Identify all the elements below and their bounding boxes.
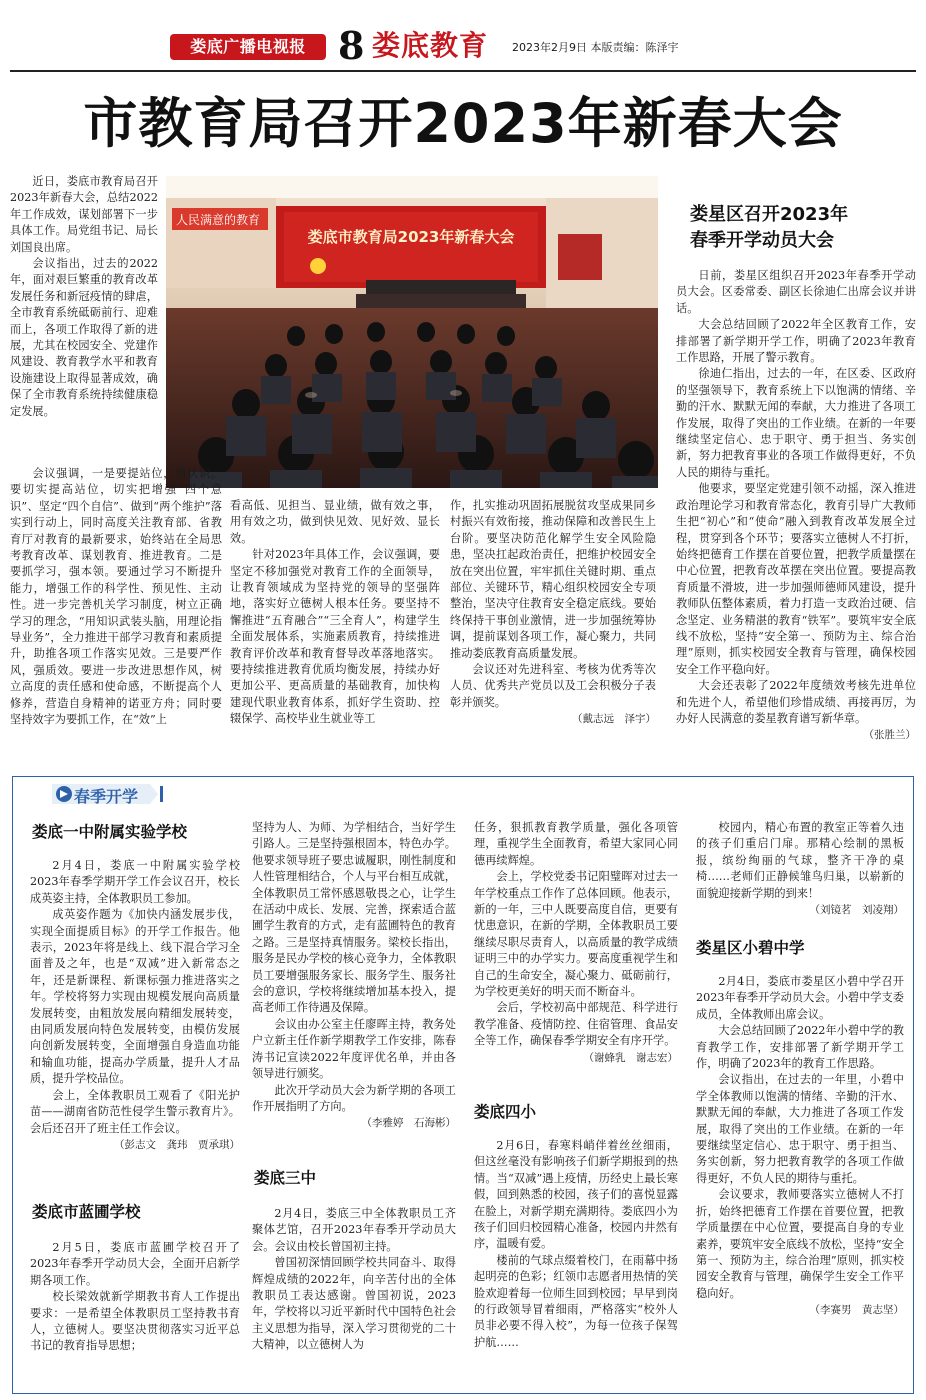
paragraph: 会议由办公室主任廖晖主持，教务处户立新主任作新学期教学工作安排，陈春涛书记宣读2022年度评优名单，并由各领导进行颁奖。	[252, 1017, 456, 1081]
yizhong-body	[30, 858, 240, 1153]
byline: （李赛男 黄志坚）	[809, 1304, 904, 1317]
meeting-photo	[166, 176, 658, 488]
paragraph: 2月4日，娄底三中全体教职员工齐聚体艺馆，召开2023年春季开学动员大会。会议由校长曾国初主持。	[252, 1207, 456, 1253]
paragraph: 校园内，精心布置的教室正等着久违的孩子们重启门扉。那精心绘制的黑板报，缤纷绚丽的气球，整齐干净的桌椅……老师们正静候雏鸟归巢，以崭新的面貌迎接新学期的到来！	[696, 821, 904, 900]
masthead-logo: 娄底广播电视报	[170, 34, 326, 60]
sizhong-body	[474, 1138, 678, 1351]
paragraph: 会议还对先进科室、考核为优秀等次人员、优秀共产党员以及工会积极分子表彰并颁奖。	[450, 663, 656, 709]
meeting-photo-illustration	[166, 176, 658, 488]
main-article-col2	[230, 498, 440, 728]
paragraph: 看高低、见担当、显业绩，做有效之事，用有效之功，做到快见效、见好效、显长效。	[230, 499, 440, 545]
xiaobi-body	[696, 974, 904, 1318]
byline: （李雅婷 石海彬）	[361, 1117, 456, 1130]
paragraph: 会议指出，过去的2022年，面对艰巨繁重的教育改革发展任务和新冠疫情的肆虐，全市教育系统砥砺前行、迎难而上，各项工作取得了新的进展，尤其在校园安全、党建作风建设、教育教学水平和教育设施建设上取得显著成效，确保了全市教育系统持续健康稳定发展。	[10, 257, 158, 418]
paragraph: 会上，学校党委书记阳璧晖对过去一年学校重点工作作了总体回顾。他表示，新的一年，三中人既要高度自信，更要有忧患意识，在新的学期，全体教职员工要继续尽职尽责育人，以高质量的教学成绩证明三中的办学实力。要高度重视学生和自己的生命安全，凝心聚力、砥砺前行，为学校更美好的明天而不断奋斗。	[474, 870, 678, 999]
paragraph: 成英姿作题为《加快内涵发展步伐，实现全面提质目标》的开学工作报告。他表示，2023年将是线上、线下混合学习全面普及之年，也是“双减”进入新常态之年，还是新课程、新课标强力推进落实之年。学校将努力实现由规模发展向高质量发展转变，由粗放发展向精细发展转变，由同质发展向特色发展转变，由模仿发展向创新发展转变，全面增强自身造血功能和输血功能，提高办学质量，提升人才品质，提升学校品位。	[30, 908, 240, 1086]
paragraph: 徐迪仁指出，过去的一年，在区委、区政府的坚强领导下，教育系统上下以饱满的情绪、辛勤的汗水、默默无闻的奉献，大力推进了各项工作发展，取得了突出的工作业绩。在新的一年要继续坚定信心、忠于职守、勇于担当、务实创新，努力把教育事业的各项工作做得更好，不负人民的期待与重托。	[676, 367, 916, 479]
sanzhong-title: 娄底三中	[254, 1169, 317, 1187]
byline: （戴志远 泽宇）	[572, 713, 656, 726]
headline: 市教育局召开2023年新春大会	[83, 92, 843, 155]
lanpu-body	[30, 1240, 240, 1355]
paragraph: 大会还表彰了2022年度绩效考核先进单位和先进个人，希望他们珍惜成绩、再接再厉，为办好人民满意的娄星教育谱写新华章。	[676, 679, 916, 725]
lanpu-continued	[252, 820, 456, 1131]
paragraph: 会后，学校初高中部规范、科学进行教学准备、疫情防控、住宿管理、食品安全等工作，确保春季学期安全有序开学。	[474, 1001, 678, 1048]
paragraph: 坚持为人、为师、为学相结合，当好学生引路人。三是坚持强根固本，特色办学。他要求领导班子要忠诚履职，刚性制度和人性管理相结合，个人与平台相互成就，全体教职员工常怀感恩敬畏之心，让学生在活动中成长、发展、完善，探索适合蓝圃学生教育的方式，走有蓝圃特色的教育之路。三是坚持真情服务。梁校长指出，服务是民办学校的核心竞争力，全体教职员工要增强服务家长、服务学生、服务社会的意识，学校将继续增加基本投入，提高老师工作待遇及保障。	[252, 821, 456, 1015]
paragraph: 会上，全体教职员工观看了《阳光护苗——湖南省防范性侵学生警示教育片》。会后还召开了班主任工作会议。	[30, 1088, 240, 1135]
byline: （谢蜂乳 谢志宏）	[583, 1051, 678, 1064]
xiaobi-title: 娄星区小碧中学	[696, 939, 805, 957]
main-article-col1-bottom	[10, 466, 222, 729]
main-article-col3	[450, 498, 656, 727]
wall-slogan: 人民满意的教育	[176, 213, 261, 227]
sizhong-continued	[696, 820, 904, 918]
paragraph: 此次开学动员大会为新学期的各项工作开展指明了方向。	[252, 1083, 456, 1113]
spring-section-label: 春季开学	[74, 787, 139, 806]
paragraph: 曾国初深情回顾学校共同奋斗、取得辉煌成绩的2022年，向辛苦付出的全体教职员工表达感谢。曾国初说，2023年，学校将以习近平新时代中国特色社会主义思想为指导，深入学习贯彻党的二十大精神，以立德树人为	[252, 1256, 456, 1352]
paragraph: 任务，狠抓教育教学质量，强化各项管理，重视学生全面教育，希望大家同心同德再续辉煌。	[474, 821, 678, 867]
paragraph: 作，扎实推动巩固拓展脱贫攻坚成果同乡村振兴有效衔接，推动保障和改善民生上台阶。要坚决防范化解学生安全风险隐患，坚决扛起政治责任，把维护校园安全放在突出位置，牢牢抓住关键时期、重点部位、关键环节，精心组织校园安全专项整治，坚决守住教育安全稳定底线。要始终保持干事创业激情，进一步加强统筹协调，提前谋划各项工作，凝心聚力，共同推动娄底教育高质量发展。	[450, 499, 656, 660]
paragraph: 针对2023年具体工作，会议强调，要坚定不移加强党对教育工作的全面领导，让教育领域成为坚持党的领导的坚强阵地，落实好立德树人根本任务。要坚持不懈推进“五育融合”“三全育人”，构建学生全面发展体系，实施素质教育，持续推进教育评价改革和教育督导改革落地落实。要持续推进教育优质均衡发展，持续办好更加公平、更高质量的基础教育，加快构建现代职业教育体系，抓好学生资助、控辍保学、高校毕业生就业等工	[230, 548, 440, 726]
paragraph: 日前，娄星区组织召开2023年春季开学动员大会。区委常委、副区长徐迪仁出席会议并讲话。	[676, 269, 916, 315]
sanzhong-continued	[474, 820, 678, 1066]
main-article-col1-top	[10, 174, 158, 420]
paragraph: 大会总结回顾了2022年小碧中学的教育教学工作，安排部署了新学期开学工作，明确了2023年的教育工作思路。	[696, 1024, 904, 1071]
paragraph: 2月5日，娄底市蓝圃学校召开了2023年春季开学动员大会，全面开启新学期各项工作。	[30, 1241, 240, 1287]
paragraph: 校长梁效就新学期教书育人工作提出要求：一是希望全体教职员工坚持教书育人，立德树人。要坚决贯彻落实习近平总书记的教育指导思想；	[30, 1290, 240, 1353]
header-rule	[10, 70, 916, 72]
paragraph: 楼前的气球点缀着校门，在雨幕中扬起明亮的色彩；红领巾志愿者用热情的笑脸欢迎着每一位师生回到校园；早早到岗的行政领导冒着细雨，严格落实“校外人员非必要不得入校”，为每一位孩子保驾护航……	[474, 1253, 678, 1349]
louxing-article-body	[676, 268, 916, 743]
paragraph: 会议指出，在过去的一年里，小碧中学全体教师以饱满的情绪、辛勤的汗水、默默无闻的奉献，大力推进了各项工作发展，取得了突出的工作业绩。在新的一年要继续坚定信心、忠于职守、勇于担当、务实创新，努力把教育教学的各项工作做得更好，不负人民的期待与重托。	[696, 1073, 904, 1185]
sizhong-title: 娄底四小	[474, 1103, 537, 1121]
date-editor-line: 2023年2月9日 本版责编：陈泽宇	[512, 41, 679, 54]
louxing-title-line2: 春季开学动员大会	[690, 230, 834, 251]
lanpu-title: 娄底市蓝圃学校	[32, 1203, 141, 1221]
louxing-title-line1: 娄星区召开2023年	[690, 204, 849, 225]
paragraph: 近日，娄底市教育局召开2023年新春大会，总结2022年工作成效，谋划部署下一步具体工作。局党组书记、局长刘国良出席。	[10, 175, 158, 254]
paragraph: 会议要求，教师要落实立德树人不打折，始终把德育工作摆在首要位置，把教学质量摆在中心位置，要提高自身的专业素养，要筑牢安全底线不放松，坚持“安全第一、预防为主，综合治理”原则，抓实校园安全教育与管理，确保学生安全工作平稳向好。	[696, 1188, 904, 1300]
byline: （张胜兰）	[863, 729, 916, 742]
section-title: 娄底教育	[372, 29, 489, 62]
paragraph: 2月4日，娄底市娄星区小碧中学召开2023年春季开学动员大会。小碧中学支委成员，全体教师出席会议。	[696, 975, 904, 1021]
stage-banner: 娄底市教育局2023年新春大会	[307, 228, 515, 246]
paragraph: 2月4日，娄底一中附属实验学校2023年春季学期开学工作会议召开，校长成英姿主持，全体教职员工参加。	[30, 859, 240, 905]
paragraph: 2月6日，春寒料峭伴着丝丝细雨，但这丝毫没有影响孩子们新学期报到的热情。当“双减”遇上疫情，历经史上最长寒假，回到熟悉的校园，孩子们的喜悦显露在脸上，对新学期充满期待。娄底四小为孩子们回归校园精心准备，校园内井然有序，温暖有爱。	[474, 1139, 678, 1251]
sanzhong-body	[252, 1206, 456, 1354]
paragraph: 会议强调，一是要提站位，强认识。要切实提高站位，切实把增强“四个意识”、坚定“四个自信”、做到“两个维护”落实到行动上，同时高度关注教育部、省教育厅对教育的最新要求，始终站在全局思考教育改革、谋划教育、推进教育。二是要抓学习，强本领。要通过学习不断提升能力，增强工作的科学性、预见性、主动性。进一步完善机关学习制度，树立正确学习的理念，“用知识武装头脑，用理论指导业务”，全力推进干部学习教育和素质提升，助推各项工作落实见效。三是要严作风，强质效。要进一步改进思想作风，树立高度的责任感和使命感，不断提高个人修养，营造自身精神的诺亚方舟；同时要坚持效字为要抓工作，在“效”上	[10, 467, 222, 727]
byline: （刘镜茗 刘凌翔）	[809, 904, 904, 917]
paragraph: 他要求，要坚定党建引领不动摇，深入推进政治理论学习和教育常态化，教育引导广大教师生把“初心”和“使命”融入到教育改革发展全过程，贯穿到各个环节；要落实立德树人不打折，始终把德育工作摆在首要位置，把教学质量摆在中心位置，把教育改革摆在突出位置。要提高教育质量不滑坡，进一步加强师德师风建设，提升教师队伍整体素质，着力打造一支政治过硬、信念坚定、业务精湛的教育“铁军”。要筑牢安全底线不放松，坚持“安全第一、预防为主、综合治理”原则，抓实校园安全教育与管理，确保校园安全工作平稳向好。	[676, 482, 916, 676]
byline: （彭志文 龚玮 贾承琪）	[114, 1138, 240, 1151]
page-number: 8	[338, 23, 365, 68]
yizhong-title: 娄底一中附属实验学校	[32, 823, 188, 841]
paragraph: 大会总结回顾了2022年全区教育工作，安排部署了新学期开学工作，明确了2023年教育工作思路，开展了警示教育。	[676, 318, 916, 365]
